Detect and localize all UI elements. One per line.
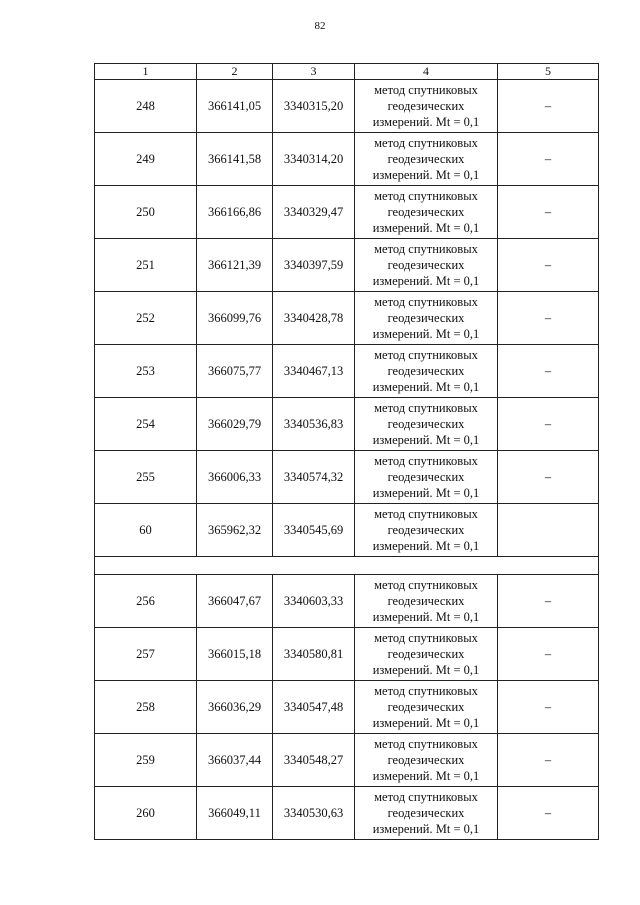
method-line: метод спутниковых	[374, 242, 478, 256]
x-coordinate-cell: 366099,76	[197, 292, 273, 345]
method-cell	[355, 133, 498, 186]
method-cell	[355, 734, 498, 787]
method-cell	[355, 239, 498, 292]
table-row	[95, 628, 599, 681]
method-line: измерений. Mt = 0,1	[372, 539, 480, 553]
method-cell	[355, 398, 498, 451]
method-line: метод спутниковых	[374, 401, 478, 415]
note-cell: –	[498, 787, 599, 840]
method-line: геодезических	[387, 594, 465, 608]
point-id-cell: 252	[95, 292, 197, 345]
point-id-cell: 60	[95, 504, 197, 557]
x-coordinate-cell: 366029,79	[197, 398, 273, 451]
method-line: измерений. Mt = 0,1	[372, 769, 480, 783]
y-coordinate-cell: 3340574,32	[273, 451, 355, 504]
method-line: измерений. Mt = 0,1	[372, 663, 480, 677]
note-cell: –	[498, 681, 599, 734]
method-line: измерений. Mt = 0,1	[372, 610, 480, 624]
method-cell	[355, 787, 498, 840]
table-row	[95, 681, 599, 734]
note-cell	[498, 504, 599, 557]
table-row	[95, 575, 599, 628]
method-cell	[355, 681, 498, 734]
method-line: метод спутниковых	[374, 790, 478, 804]
table-row	[95, 239, 599, 292]
method-line: метод спутниковых	[374, 684, 478, 698]
point-id-cell: 257	[95, 628, 197, 681]
separator-cell	[95, 557, 599, 575]
y-coordinate-cell: 3340329,47	[273, 186, 355, 239]
table-row	[95, 398, 599, 451]
method-cell	[355, 504, 498, 557]
point-id-cell: 260	[95, 787, 197, 840]
point-id-cell: 259	[95, 734, 197, 787]
method-cell	[355, 628, 498, 681]
method-line: геодезических	[387, 753, 465, 767]
method-cell	[355, 345, 498, 398]
method-line: геодезических	[387, 311, 465, 325]
method-line: метод спутниковых	[374, 631, 478, 645]
note-cell: –	[498, 292, 599, 345]
y-coordinate-cell: 3340547,48	[273, 681, 355, 734]
method-cell	[355, 80, 498, 133]
table-row	[95, 451, 599, 504]
method-line: измерений. Mt = 0,1	[372, 433, 480, 447]
method-line: метод спутниковых	[374, 83, 478, 97]
note-cell: –	[498, 239, 599, 292]
table-row	[95, 292, 599, 345]
method-cell	[355, 451, 498, 504]
method-line: геодезических	[387, 523, 465, 537]
x-coordinate-cell: 366166,86	[197, 186, 273, 239]
table-row	[95, 504, 599, 557]
method-line: измерений. Mt = 0,1	[372, 221, 480, 235]
x-coordinate-cell: 366121,39	[197, 239, 273, 292]
x-coordinate-cell: 366036,29	[197, 681, 273, 734]
y-coordinate-cell: 3340536,83	[273, 398, 355, 451]
column-header: 2	[197, 64, 273, 80]
column-header: 4	[355, 64, 498, 80]
method-line: измерений. Mt = 0,1	[372, 115, 480, 129]
point-id-cell: 255	[95, 451, 197, 504]
point-id-cell: 250	[95, 186, 197, 239]
y-coordinate-cell: 3340530,63	[273, 787, 355, 840]
method-line: геодезических	[387, 99, 465, 113]
y-coordinate-cell: 3340314,20	[273, 133, 355, 186]
method-cell	[355, 292, 498, 345]
method-line: метод спутниковых	[374, 737, 478, 751]
x-coordinate-cell: 366015,18	[197, 628, 273, 681]
method-line: измерений. Mt = 0,1	[372, 327, 480, 341]
method-line: метод спутниковых	[374, 454, 478, 468]
y-coordinate-cell: 3340428,78	[273, 292, 355, 345]
method-line: измерений. Mt = 0,1	[372, 168, 480, 182]
point-id-cell: 258	[95, 681, 197, 734]
section-separator-row	[95, 557, 599, 575]
method-line: измерений. Mt = 0,1	[372, 380, 480, 394]
point-id-cell: 248	[95, 80, 197, 133]
note-cell: –	[498, 80, 599, 133]
note-cell: –	[498, 186, 599, 239]
method-line: геодезических	[387, 152, 465, 166]
point-id-cell: 253	[95, 345, 197, 398]
x-coordinate-cell: 366037,44	[197, 734, 273, 787]
method-line: метод спутниковых	[374, 295, 478, 309]
table-row	[95, 734, 599, 787]
method-line: геодезических	[387, 258, 465, 272]
point-id-cell: 254	[95, 398, 197, 451]
y-coordinate-cell: 3340467,13	[273, 345, 355, 398]
x-coordinate-cell: 366075,77	[197, 345, 273, 398]
method-line: геодезических	[387, 205, 465, 219]
x-coordinate-cell: 366006,33	[197, 451, 273, 504]
column-header: 1	[95, 64, 197, 80]
note-cell: –	[498, 398, 599, 451]
method-cell	[355, 575, 498, 628]
method-line: метод спутниковых	[374, 578, 478, 592]
method-cell	[355, 186, 498, 239]
table-row	[95, 186, 599, 239]
x-coordinate-cell: 366047,67	[197, 575, 273, 628]
column-header: 5	[498, 64, 599, 80]
y-coordinate-cell: 3340603,33	[273, 575, 355, 628]
y-coordinate-cell: 3340580,81	[273, 628, 355, 681]
x-coordinate-cell: 366141,58	[197, 133, 273, 186]
method-line: геодезических	[387, 364, 465, 378]
table-row	[95, 80, 599, 133]
y-coordinate-cell: 3340545,69	[273, 504, 355, 557]
note-cell: –	[498, 575, 599, 628]
note-cell: –	[498, 734, 599, 787]
method-line: геодезических	[387, 417, 465, 431]
note-cell: –	[498, 628, 599, 681]
table-row	[95, 787, 599, 840]
method-line: геодезических	[387, 806, 465, 820]
method-line: измерений. Mt = 0,1	[372, 716, 480, 730]
point-id-cell: 249	[95, 133, 197, 186]
method-line: геодезических	[387, 470, 465, 484]
y-coordinate-cell: 3340315,20	[273, 80, 355, 133]
method-line: метод спутниковых	[374, 189, 478, 203]
method-line: геодезических	[387, 647, 465, 661]
header-row	[95, 64, 599, 80]
method-line: метод спутниковых	[374, 348, 478, 362]
note-cell: –	[498, 451, 599, 504]
method-line: геодезических	[387, 700, 465, 714]
coordinates-table	[94, 63, 599, 840]
point-id-cell: 256	[95, 575, 197, 628]
x-coordinate-cell: 366049,11	[197, 787, 273, 840]
method-line: метод спутниковых	[374, 507, 478, 521]
method-line: метод спутниковых	[374, 136, 478, 150]
column-header: 3	[273, 64, 355, 80]
x-coordinate-cell: 366141,05	[197, 80, 273, 133]
table-row	[95, 133, 599, 186]
y-coordinate-cell: 3340397,59	[273, 239, 355, 292]
page-number: 82	[314, 20, 326, 32]
point-id-cell: 251	[95, 239, 197, 292]
note-cell: –	[498, 133, 599, 186]
note-cell: –	[498, 345, 599, 398]
y-coordinate-cell: 3340548,27	[273, 734, 355, 787]
method-line: измерений. Mt = 0,1	[372, 486, 480, 500]
table-row	[95, 345, 599, 398]
method-line: измерений. Mt = 0,1	[372, 822, 480, 836]
x-coordinate-cell: 365962,32	[197, 504, 273, 557]
method-line: измерений. Mt = 0,1	[372, 274, 480, 288]
